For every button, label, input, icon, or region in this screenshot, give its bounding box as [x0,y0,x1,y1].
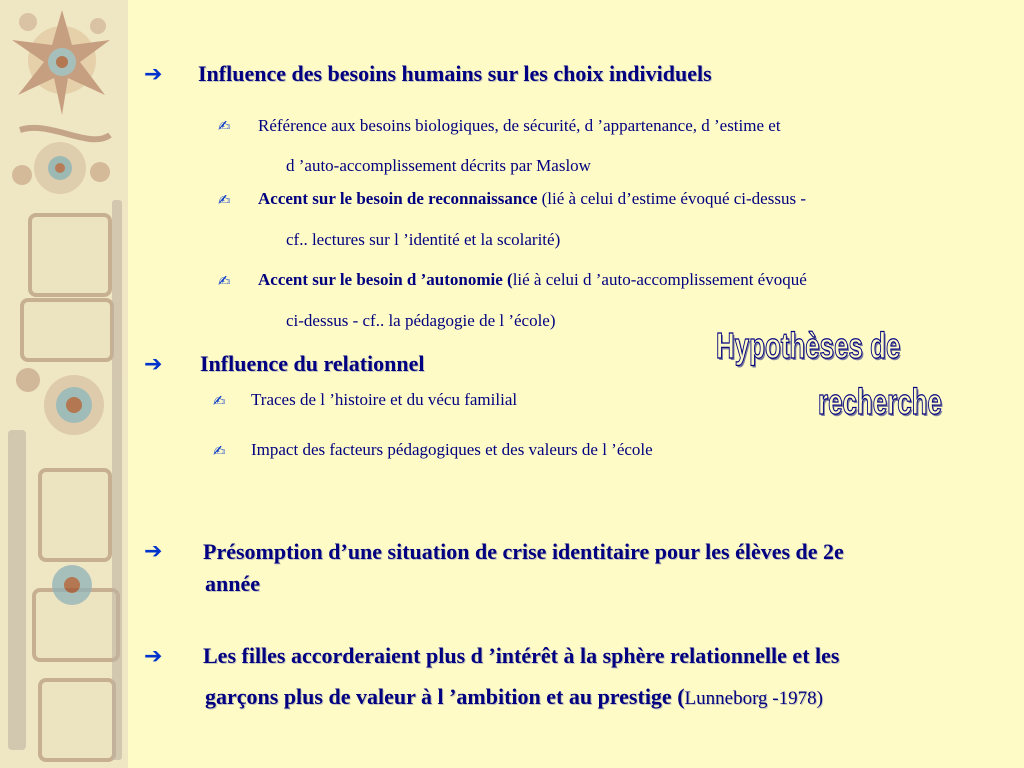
section-heading-relationnel: Influence du relationnel [200,351,425,376]
writing-hand-bullet-icon: ✍ [213,442,226,460]
bullet-facteurs-pedagogiques: Impact des facteurs pédagogiques et des valeurs de l ’école [251,440,653,459]
hypothesis-filles-line1: Les filles accorderaient plus d ’intérêt à la sphère relationnelle et les [203,643,840,668]
writing-hand-bullet-icon: ✍ [213,392,226,410]
hypothesis-crise-line1: Présomption d’une situation de crise identitaire pour les élèves de 2e [203,539,844,564]
bullet-reconnaissance-line2: cf.. lectures sur l ’identité et la scolarité) [286,230,561,249]
bullet-reconnaissance-line1 [258,189,806,209]
writing-hand-bullet-icon: ✍ [218,117,231,135]
bullet-histoire-familiale: Traces de l ’histoire et du vécu familial [251,390,518,409]
hypothesis-filles-line2 [205,685,823,710]
section-heading-besoins: Influence des besoins humains sur les choix individuels [198,61,712,86]
wordart-title-line2: recherche [818,381,942,422]
bullet-maslow-line1: Référence aux besoins biologiques, de sécurité, d ’appartenance, d ’estime et [258,116,781,135]
writing-hand-bullet-icon: ✍ [218,272,231,290]
arrow-bullet-icon: ➔ [144,62,163,87]
bullet-reconnaissance-bold: Accent sur le besoin de reconnaissance [258,189,538,208]
bullet-autonomie-rest: lié à celui d ’auto-accomplissement évoqué [512,270,807,289]
tribal-ornament-icon [0,0,128,768]
hypothesis-filles-line2-main: garçons plus de valeur à l ’ambition et au prestige ( [205,684,685,709]
bullet-reconnaissance-rest: (lié à celui d’estime évoqué ci-dessus - [537,189,806,208]
decorative-ornament-strip [0,0,128,768]
hypothesis-crise-line2: année [205,571,260,596]
arrow-bullet-icon: ➔ [144,352,163,377]
bullet-autonomie-bold: Accent sur le besoin d ’autonomie ( [258,270,513,289]
bullet-autonomie-line2: ci-dessus - cf.. la pédagogie de l ’école) [286,311,556,330]
citation-lunneborg: Lunneborg -1978) [684,688,823,709]
bullet-autonomie-line1 [258,270,807,290]
wordart-title-line1: Hypothèses de [716,325,901,366]
writing-hand-bullet-icon: ✍ [218,191,231,209]
arrow-bullet-icon: ➔ [144,539,163,564]
arrow-bullet-icon: ➔ [144,644,163,669]
bullet-maslow-line2: d ’auto-accomplissement décrits par Maslow [286,156,591,175]
